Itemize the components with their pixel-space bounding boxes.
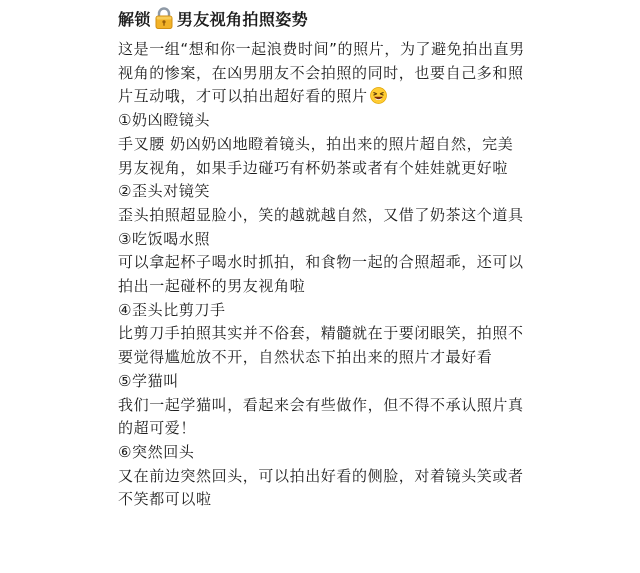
item-2-heading: ②歪头对镜笑 <box>118 182 211 201</box>
item-4-text: 比剪刀手拍照其实并不俗套，精髓就在于要闭眼笑，拍照不要觉得尴尬放不开，自然状态下拍出来的照片才最好看 <box>118 324 524 367</box>
post-body <box>118 38 528 512</box>
item-1-heading: ①奶凶瞪镜头 <box>118 111 211 130</box>
post-title <box>118 6 640 30</box>
title-text-after: 男友视角拍照姿势 <box>176 9 309 29</box>
intro-paragraph <box>118 38 528 109</box>
item-6-text: 又在前边突然回头，可以拍出好看的侧脸，对着镜头笑或者不笑都可以啦 <box>118 466 524 509</box>
item-6-heading: ⑥突然回头 <box>118 442 195 461</box>
lock-icon <box>153 6 175 30</box>
item-3-heading: ③吃饭喝水照 <box>118 229 211 248</box>
intro-text: 这是一组“想和你一起浪费时间”的照片，为了避免拍出直男视角的惨案，在凶男朋友不会拍照的同时，也要自己多和照片互动哦，才可以拍出超好看的照片 <box>118 40 525 106</box>
item-3-text: 可以拿起杯子喝水时抓拍，和食物一起的合照超乖，还可以拍出一起碰杯的男友视角啦 <box>118 253 524 296</box>
item-5-text: 我们一起学猫叫，看起来会有些做作，但不得不承认照片真的超可爱！ <box>118 395 524 438</box>
title-text-before: 解锁 <box>118 9 151 29</box>
item-4-heading: ④歪头比剪刀手 <box>118 300 226 319</box>
item-1-text: 手叉腰 奶凶奶凶地瞪着镜头，拍出来的照片超自然，完美男友视角，如果手边碰巧有杯奶茶或者有个娃娃就更好啦 <box>118 134 514 177</box>
item-2-text: 歪头拍照超显脸小，笑的越就越自然，又借了奶茶这个道具 <box>118 205 524 224</box>
item-5-heading: ⑤学猫叫 <box>118 371 179 390</box>
laughing-squint-emoji-icon <box>370 87 387 104</box>
